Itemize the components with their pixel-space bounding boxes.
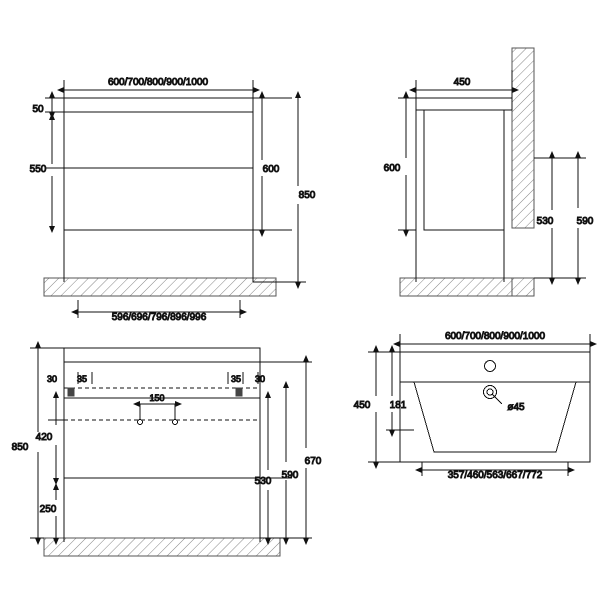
dim-plan-hole-diameter: ø45	[507, 402, 525, 413]
basin-plan-view	[354, 331, 590, 481]
dim-sect-420: 420	[35, 432, 53, 443]
dim-sect-30-left: 30	[46, 374, 58, 384]
dim-plan-450: 450	[353, 400, 371, 411]
dim-side-600: 600	[383, 163, 401, 174]
section-view	[12, 348, 322, 556]
dim-plan-181: 181	[389, 400, 407, 411]
dim-side-450: 450	[453, 77, 471, 88]
dim-front-bottom-width: 596/696/796/896/996	[111, 312, 207, 323]
dim-sect-35-left: 35	[76, 374, 88, 384]
dim-plan-top-width: 600/700/800/900/1000	[444, 331, 546, 342]
front-elevation-view	[30, 77, 316, 323]
dim-sect-250: 250	[39, 504, 57, 515]
dim-front-50: 50	[32, 104, 44, 115]
dim-side-530: 530	[536, 216, 554, 227]
dim-front-600: 600	[262, 164, 280, 175]
dim-sect-530: 530	[254, 476, 272, 487]
dim-sect-150: 150	[149, 393, 165, 403]
dim-sect-35-right: 35	[230, 374, 242, 384]
dim-plan-bottom-width: 357/460/563/667/772	[447, 470, 543, 481]
side-elevation-view	[384, 48, 594, 296]
dim-front-850: 850	[298, 190, 316, 201]
dim-side-590: 590	[576, 216, 594, 227]
dim-sect-670: 670	[304, 456, 322, 467]
dim-sect-850: 850	[11, 442, 29, 453]
dim-sect-30-right: 30	[254, 374, 266, 384]
dim-front-top-width: 600/700/800/900/1000	[107, 77, 209, 88]
dim-front-550: 550	[29, 164, 47, 175]
dim-sect-590: 590	[281, 470, 299, 481]
